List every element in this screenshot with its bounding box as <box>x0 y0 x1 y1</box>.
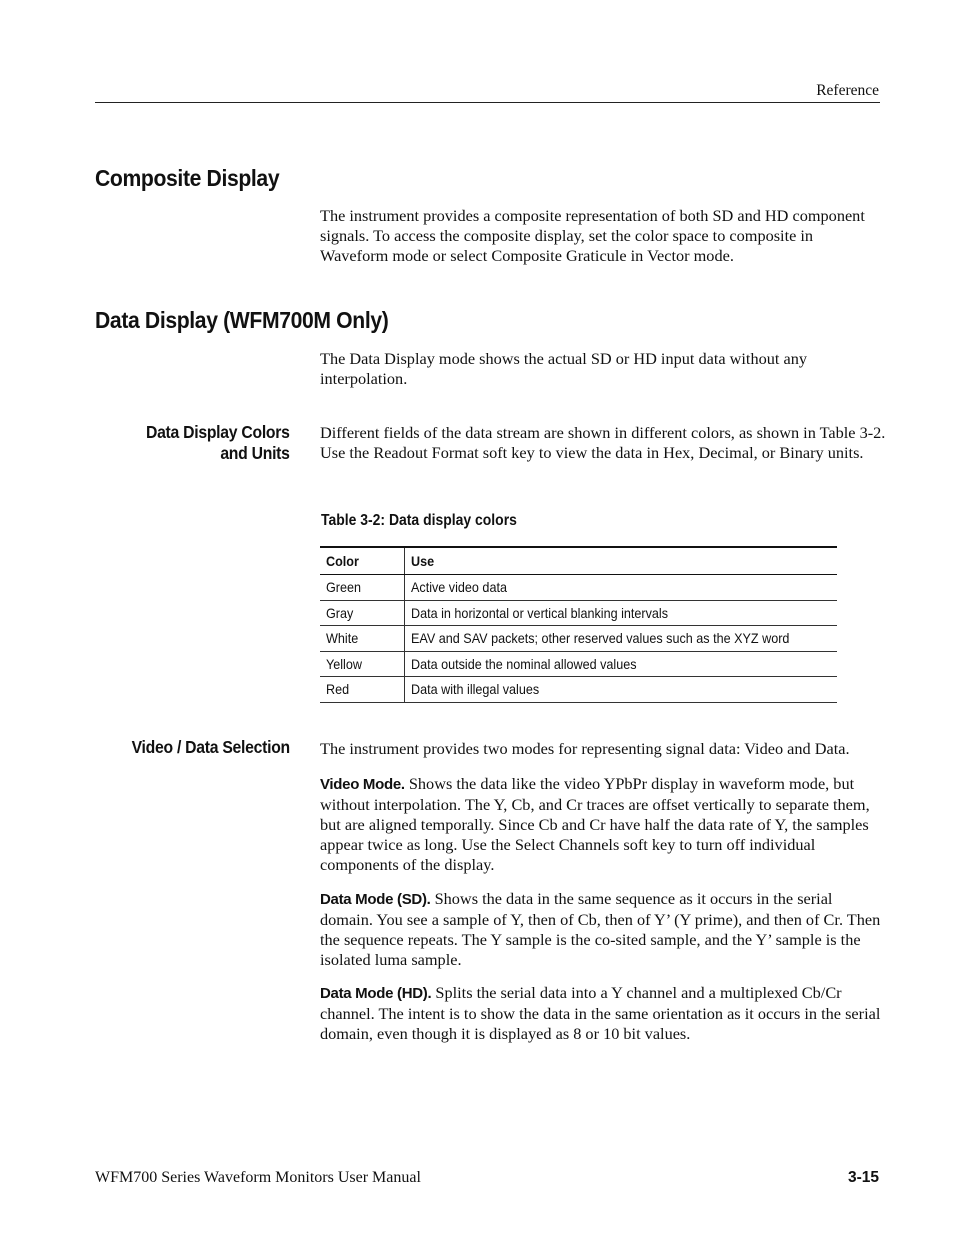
colors-units-heading-line1: Data Display Colors <box>146 422 290 442</box>
colors-units-heading-line2: and Units <box>220 443 290 463</box>
data-display-paragraph: The Data Display mode shows the actual SD or HD input data without any interpolation. <box>320 349 807 388</box>
data-mode-hd-text: Splits the serial data into a Y channel and a multiplexed Cb/Cr channel. The intent is to show the data in the same orientation as it occurs in the serial domain, even though it is displayed as 8 or 10 bit values. <box>320 983 881 1043</box>
composite-display-paragraph: The instrument provides a composite representation of both SD and HD component signals. To access the composite display, set the color space to composite in Waveform mode or select Composite Graticule in Vector mode. <box>320 206 865 265</box>
data-mode-sd-paragraph <box>320 889 882 970</box>
table-row <box>320 677 837 703</box>
data-mode-sd-label: Data Mode (SD). <box>320 891 431 908</box>
table-cell-use: EAV and SAV packets; other reserved values such as the XYZ word <box>404 626 837 652</box>
table-cell-color: White <box>320 626 404 652</box>
colors-units-heading <box>146 422 290 464</box>
page-number: 3-15 <box>847 1169 879 1186</box>
table-row <box>320 575 837 601</box>
video-data-intro: The instrument provides two modes for representing signal data: Video and Data. <box>320 739 850 758</box>
table-header-row <box>320 547 837 575</box>
table-cell-color: Yellow <box>320 651 404 677</box>
running-header: Reference <box>816 82 879 99</box>
data-mode-sd-text: Shows the data in the same sequence as it occurs in the serial domain. You see a sample of Y, then of Cb, then of Y’ (Y prime), and then of Cr. Then the sequence repeats. The Y sample is the co-sited sample, and the Y’ sample is the isolated luma sample. <box>320 889 881 969</box>
video-mode-text: Shows the data like the video YPbPr display in waveform mode, but without interpolation. The Y, Cb, and Cr traces are offset vertically to separate them, but are aligned temporally. Since Cb and Cr have half the data rate of Y, the samples appear twice as long. Use the Select Channels soft key to turn off individual components of the display. <box>320 774 870 874</box>
video-mode-label: Video Mode. <box>320 776 405 793</box>
table-cell-use: Active video data <box>404 575 837 601</box>
table-cell-color: Red <box>320 677 404 703</box>
colors-units-paragraph: Different fields of the data stream are shown in different colors, as shown in Table 3-2. Use the Readout Format soft key to view the data in Hex, Decimal, or Binary units. <box>320 423 886 462</box>
video-data-selection-heading: Video / Data Selection <box>131 737 290 757</box>
data-colors-table <box>320 546 837 703</box>
table-cell-use: Data in horizontal or vertical blanking intervals <box>404 600 837 626</box>
table-caption: Table 3-2: Data display colors <box>321 512 517 529</box>
table-cell-use: Data outside the nominal allowed values <box>404 651 837 677</box>
data-mode-hd-label: Data Mode (HD). <box>320 985 432 1002</box>
composite-display-heading: Composite Display <box>95 165 280 191</box>
header-rule <box>95 102 880 103</box>
table-cell-color: Gray <box>320 600 404 626</box>
table-header-color: Color <box>320 547 404 575</box>
table-row <box>320 600 837 626</box>
data-display-heading: Data Display (WFM700M Only) <box>95 307 389 333</box>
table-header-use: Use <box>404 547 837 575</box>
video-mode-paragraph <box>320 774 882 875</box>
footer-manual-title: WFM700 Series Waveform Monitors User Manual <box>95 1169 421 1186</box>
table-cell-color: Green <box>320 575 404 601</box>
table-row <box>320 626 837 652</box>
data-mode-hd-paragraph <box>320 983 882 1044</box>
table-cell-use: Data with illegal values <box>404 677 837 703</box>
table-row <box>320 651 837 677</box>
